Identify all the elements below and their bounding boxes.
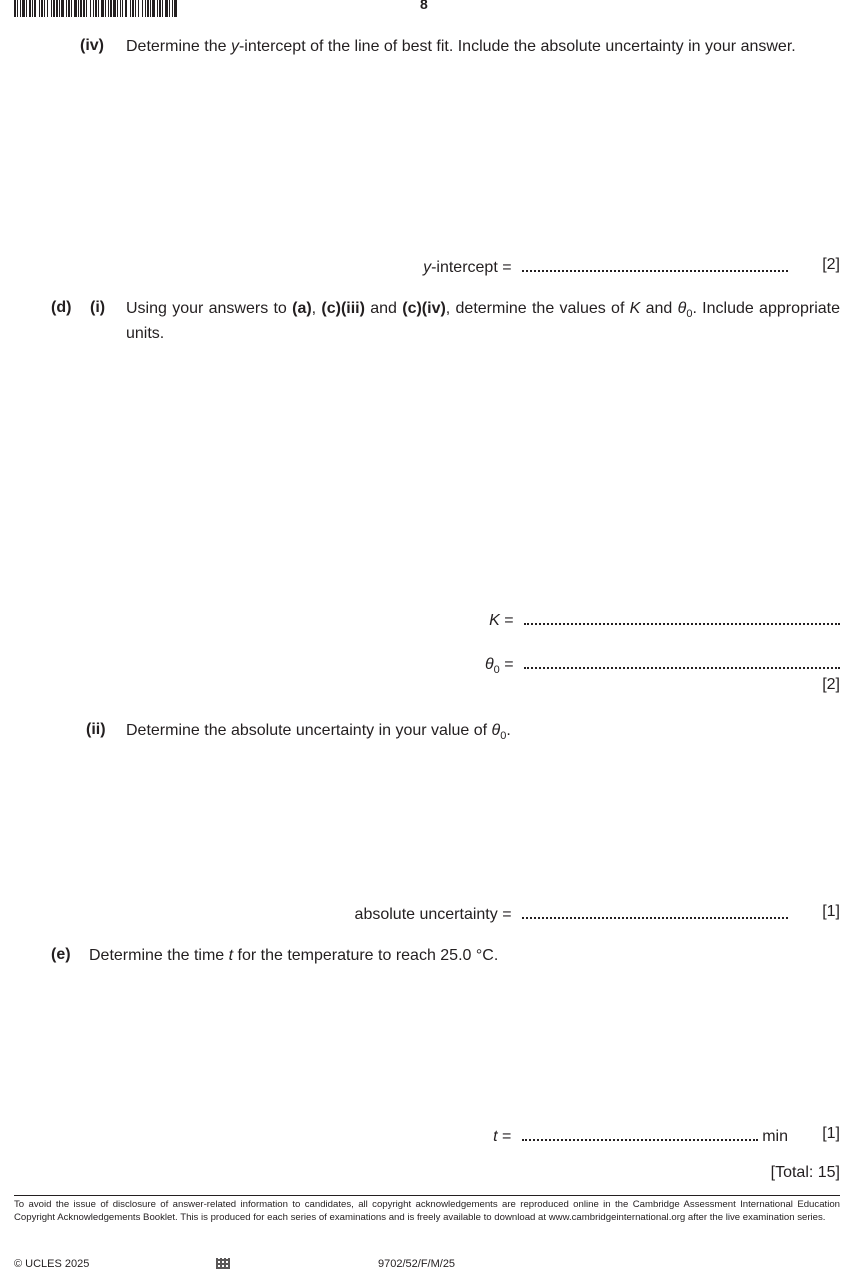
- question-label-e: (e): [51, 946, 71, 963]
- answer-field-K[interactable]: K =: [489, 609, 840, 630]
- answer-field-theta0[interactable]: $\theta_0$ =: [485, 653, 840, 676]
- question-label-iv: (iv): [80, 37, 104, 54]
- question-label-d-ii: (ii): [86, 721, 106, 738]
- question-text-iv: Determine the y-intercept of the line of best fit. Include the absolute uncertainty in your answer.: [126, 38, 796, 55]
- question-text-d-ii: Determine the absolute uncertainty in your value of $\theta_0$.: [126, 722, 511, 743]
- question-text-d-i: Using your answers to (a), (c)(iii) and (c)(iv), determine the values of K and $\theta_0$. Include appropriate units.: [126, 300, 840, 343]
- question-label-d: (d): [51, 299, 72, 316]
- footer-rule: [14, 1195, 840, 1196]
- barcode: [14, 0, 339, 17]
- qr-code-icon: [216, 1258, 230, 1269]
- paper-code: 9702/52/F/M/25: [378, 1258, 456, 1270]
- copyright-label: © UCLES 2025: [14, 1258, 90, 1270]
- answer-field-y-intercept[interactable]: y-intercept =: [423, 256, 788, 277]
- marks-d-ii: [1]: [822, 903, 840, 920]
- barcode-bar: [174, 0, 177, 17]
- copyright-notice: To avoid the issue of disclosure of answer-related information to candidates, all copyright acknowledgements are reproduced online in the Cambridge Assessment International Education Copyright Acknowledgements Booklet. This is produced for each series of examinations and is freely available to download at www.cambridgeinternational.org after the live examination series.: [14, 1199, 840, 1223]
- marks-iv: [2]: [822, 256, 840, 273]
- total-marks: [Total: 15]: [770, 1164, 840, 1181]
- answer-field-time[interactable]: t = min: [493, 1125, 788, 1146]
- answer-field-absolute-uncertainty[interactable]: absolute uncertainty =: [355, 903, 788, 924]
- question-text-e: Determine the time t for the temperature to reach 25.0 °C.: [89, 947, 499, 964]
- marks-e: [1]: [822, 1125, 840, 1142]
- question-label-d-i: (i): [90, 299, 106, 316]
- marks-d-i: [2]: [822, 676, 840, 693]
- page-number: 8: [420, 0, 428, 12]
